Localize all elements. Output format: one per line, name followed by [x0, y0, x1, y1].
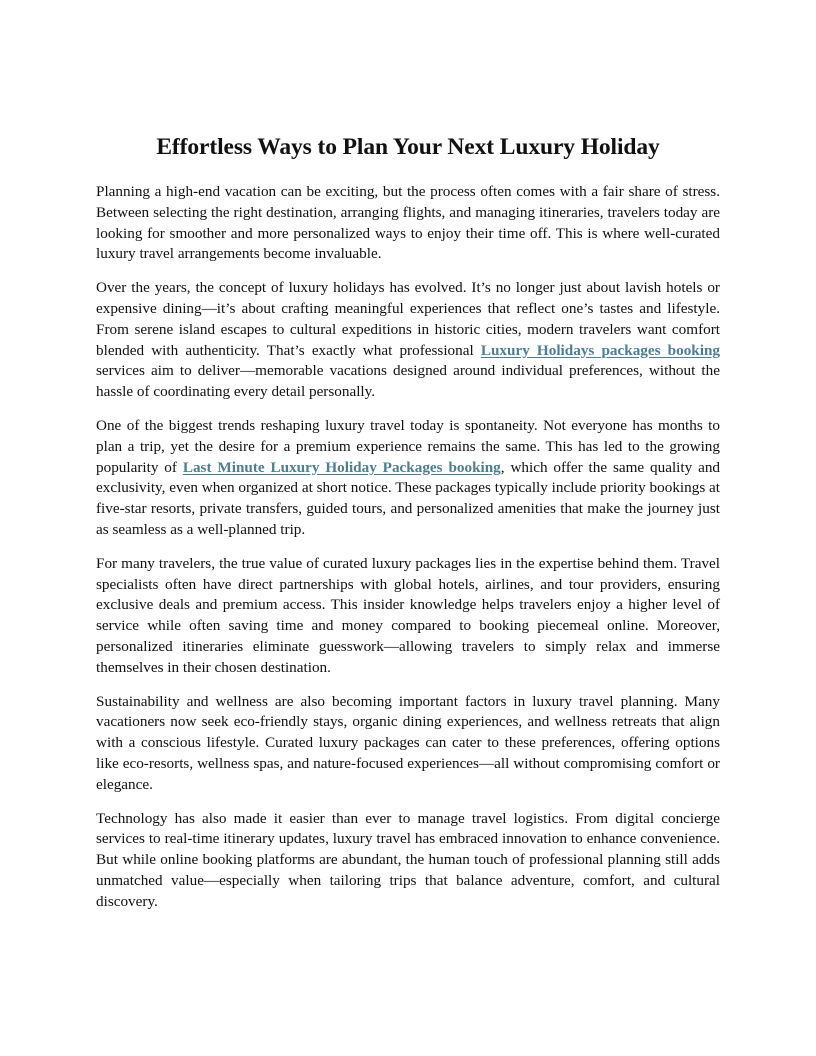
luxury-holidays-packages-link[interactable]: Luxury Holidays packages booking — [480, 341, 721, 359]
paragraph-5: Sustainability and wellness are also becoming important factors in luxury travel planning. Many vacationers now seek eco-friendly stays, organic dining experiences, and wellness retreats that align with a conscious lifestyle. Curated luxury packages can cater to these preferences, offering options like eco-resorts, wellness spas, and nature-focused experiences—all without compromising comfort or elegance. — [96, 692, 720, 793]
last-minute-packages-link[interactable]: Last Minute Luxury Holiday Packages booking — [182, 458, 501, 476]
document-page — [96, 132, 720, 926]
page-title: Effortless Ways to Plan Your Next Luxury Holiday — [156, 134, 660, 160]
paragraph-6: Technology has also made it easier than ever to manage travel logistics. From digital concierge services to real-time itinerary updates, luxury travel has embraced innovation to enhance convenience. But while online booking platforms are abundant, the human touch of professional planning still adds unmatched value—especially when tailoring trips that balance adventure, comfort, and cultural discovery. — [96, 809, 720, 910]
paragraph-2-text-before: Over the years, the concept of luxury holidays has evolved. It’s no longer just about lavish hotels or expensive dining—it’s about crafting meaningful experiences that reflect one’s tastes and lifestyle. From serene island escapes to cultural expeditions in historic cities, modern travelers want comfort blended with authenticity. That’s exactly what professional — [96, 279, 720, 359]
paragraph-3 — [96, 416, 720, 541]
paragraph-2 — [96, 278, 720, 403]
paragraph-4: For many travelers, the true value of curated luxury packages lies in the expertise behind them. Travel specialists often have direct partnerships with global hotels, airlines, and tour providers, ensuring exclusive deals and premium access. This insider knowledge helps travelers enjoy a higher level of service while often saving time and money compared to booking piecemeal online. Moreover, personalized itineraries eliminate guesswork—allowing travelers to simply relax and immerse themselves in their chosen destination. — [96, 554, 720, 676]
paragraph-1: Planning a high-end vacation can be exciting, but the process often comes with a fair share of stress. Between selecting the right destination, arranging flights, and managing itineraries, travelers today are looking for smoother and more personalized ways to enjoy their time off. This is where well-curated luxury travel arrangements become invaluable. — [96, 183, 720, 263]
paragraph-3-text-before: One of the biggest trends reshaping luxury travel today is spontaneity. Not everyone has months to plan a trip, yet the desire for a premium experience remains the same. This has led to the growing popularity of — [96, 416, 720, 476]
paragraph-3-text-after: , which offer the same quality and exclusivity, even when organized at short notice. These packages typically include priority bookings at five-star resorts, private transfers, guided tours, and personalized amenities that make the journey just as seamless as a well-planned trip. — [96, 458, 721, 538]
paragraph-2-text-after: services aim to deliver—memorable vacations designed around individual preferences, without the hassle of coordinating every detail personally. — [96, 362, 720, 401]
